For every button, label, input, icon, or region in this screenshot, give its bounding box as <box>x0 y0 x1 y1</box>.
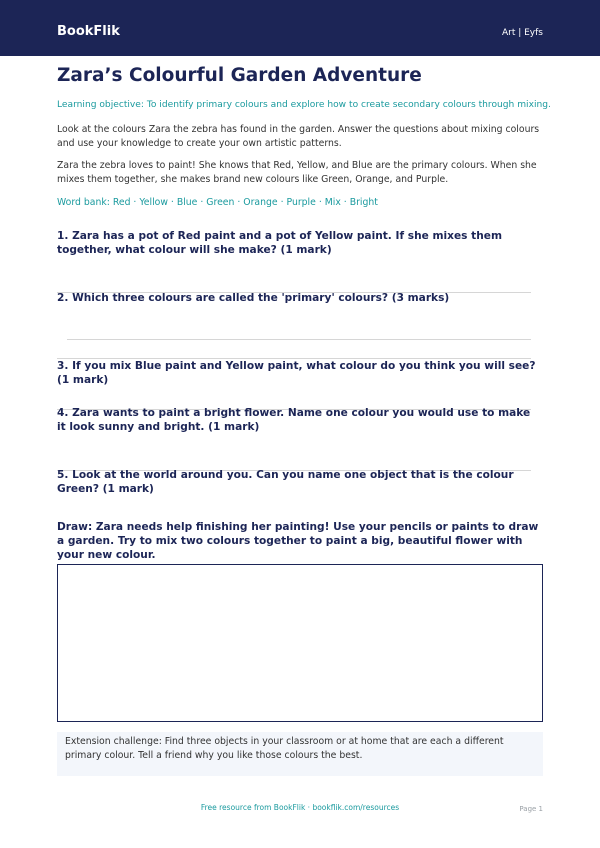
draw-task-prompt: Draw: Zara needs help finishing her painting! Use your pencils or paints to draw a garden. Try to mix two colours together to paint a big, beautiful flower with your new colour. <box>57 521 539 561</box>
intro-paragraph: Look at the colours Zara the zebra has found in the garden. Answer the questions about mixing colours and use your knowledge to create your own artistic patterns. <box>57 124 540 149</box>
brand-logo[interactable]: BookFlik <box>57 24 120 39</box>
question-5: 5. Look at the world around you. Can you name one object that is the colour Green? (1 mark) <box>57 469 514 495</box>
worksheet-title: Zara’s Colourful Garden Adventure <box>57 65 422 86</box>
story-paragraph: Zara the zebra loves to paint! She knows that Red, Yellow, and Blue are the primary colours. When she mixes them together, she makes brand new colours like Green, Orange, and Purple. <box>57 160 537 185</box>
question-3: 3. If you mix Blue paint and Yellow paint, what colour do you think you will see? (1 mark) <box>57 360 536 386</box>
drawing-area[interactable] <box>57 564 543 722</box>
subject-label: Art | Eyfs <box>501 28 543 38</box>
extension-box <box>57 732 543 776</box>
header-bar <box>0 0 600 56</box>
word-bank: Word bank: Red · Yellow · Blue · Green · Orange · Purple · Mix · Bright <box>57 197 378 208</box>
question-1: 1. Zara has a pot of Red paint and a pot of Yellow paint. If she mixes them together, what colour will she make? (1 mark) <box>57 230 502 256</box>
question-4: 4. Zara wants to paint a bright flower. Name one colour you would use to make it look sunny and bright. (1 mark) <box>57 407 531 433</box>
question-2: 2. Which three colours are called the 'primary' colours? (3 marks) <box>57 292 450 304</box>
learning-objective: Learning objective: To identify primary colours and explore how to create secondary colours through mixing. <box>57 100 551 110</box>
answer-line[interactable] <box>67 339 531 340</box>
page-number: Page 1 <box>519 805 543 813</box>
footer-link[interactable]: Free resource from BookFlik · bookflik.com/resources <box>200 803 400 812</box>
extension-text: Extension challenge: Find three objects in your classroom or at home that are each a different primary colour. Tell a friend why you like those colours the best. <box>65 736 504 761</box>
